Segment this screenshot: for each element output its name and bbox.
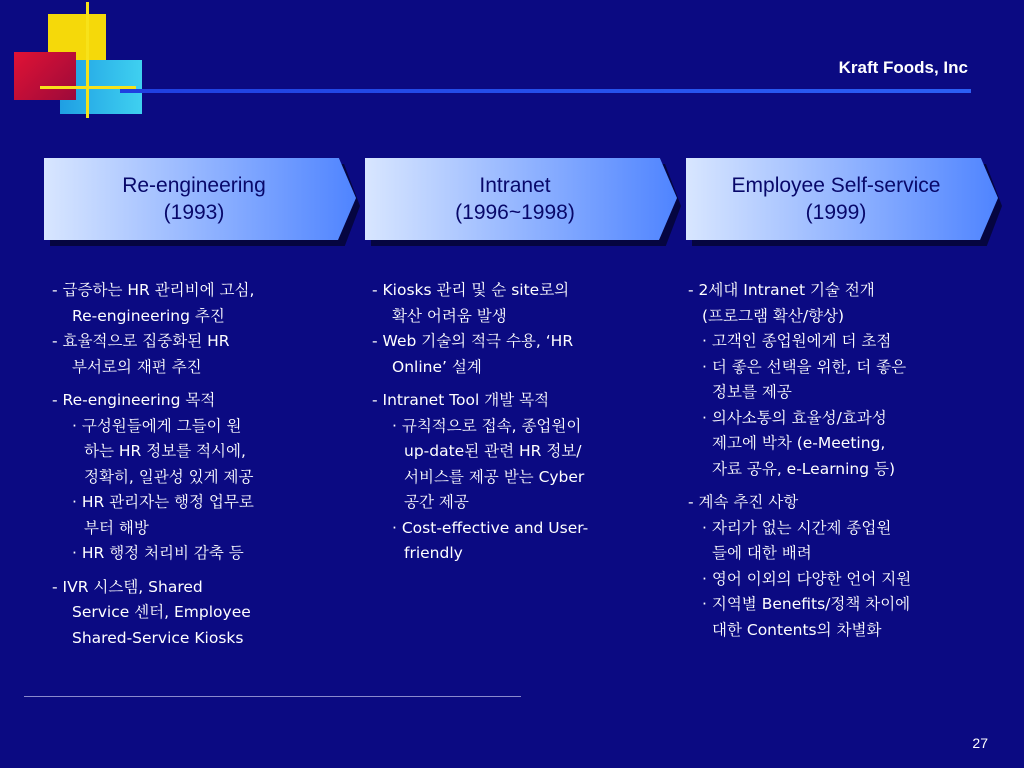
stage-period: (1999) [805,201,867,224]
bullet-line: 대한 Contents의 차별화 [712,620,882,639]
column-intranet [372,278,588,567]
bullet-line: · Cost-effective and User- [392,518,589,537]
bullet-line: 제고에 박차 (e-Meeting, [712,434,886,452]
stage-period: (1996~1998) [455,201,575,224]
bullet-line: - IVR 시스템, Shared [52,577,203,596]
bullet-line: 하는 HR 정보를 적시에, [84,442,246,460]
bullet-line: 부터 해방 [84,518,149,537]
logo-vertical-line [86,2,89,118]
bullet-line: 부서로의 재편 추진 [72,357,202,376]
bullet-line: 들에 대한 배려 [712,544,812,562]
bullet-line: · 더 좋은 선택을 위한, 더 좋은 [702,357,907,376]
logo-graphic [0,0,150,130]
stage-arrow-intranet [365,158,683,246]
stage-title: Re-engineering [122,174,266,197]
header-rule [120,89,971,93]
bullet-line: · 고객인 종업원에게 더 초점 [702,332,892,350]
bullet-line: Online’ 설계 [392,357,482,376]
bullet-line: - 급증하는 HR 관리비에 고심, [52,281,255,299]
bullet-line: - Re-engineering 목적 [52,391,216,409]
stage-title: Employee Self-service [731,174,941,197]
bullet-line: · HR 관리자는 행정 업무로 [72,493,254,511]
stage-period: (1993) [163,201,225,224]
page-number: 27 [972,735,988,751]
bullet-line: · HR 행정 처리비 감축 등 [72,544,244,562]
bullet-line: - Intranet Tool 개발 목적 [372,391,550,409]
bullet-line: - 효율적으로 집중화된 HR [52,332,230,350]
bullet-line: Shared-Service Kiosks [72,628,244,647]
bullet-line: · 자리가 없는 시간제 종업원 [702,518,892,537]
logo-red-square [14,52,76,100]
bullet-line: Re-engineering 추진 [72,306,225,325]
bullet-line: 정확히, 일관성 있게 제공 [84,467,254,486]
bullet-line: · 영어 이외의 다양한 언어 지원 [702,569,912,588]
bullet-line: up-date된 관련 HR 정보/ [404,442,582,460]
bullet-line: friendly [404,544,463,562]
bullet-line: · 지역별 Benefits/정책 차이에 [702,595,911,613]
bullet-line: 확산 어려움 발생 [392,306,507,325]
bullet-line: Service 센터, Employee [72,603,251,621]
bullet-line: 정보를 제공 [712,383,792,401]
bullet-line: · 구성원들에게 그들이 원 [72,416,242,435]
company-name: Kraft Foods, Inc [838,58,968,77]
bullet-line: - 계속 추진 사항 [688,493,799,511]
bullet-line: - Web 기술의 적극 수용, ‘HR [372,332,574,350]
bullet-line: - Kiosks 관리 및 순 site로의 [372,281,570,299]
footer-rule [24,696,521,697]
bullet-line: - 2세대 Intranet 기술 전개 [688,281,875,299]
stage-title: Intranet [479,174,551,197]
bullet-line: 서비스를 제공 받는 Cyber [404,467,585,486]
column-reengineering [52,278,254,651]
bullet-line: 공간 제공 [404,493,469,511]
column-employee-self-service [688,278,911,643]
bullet-line: 자료 공유, e-Learning 등) [712,459,896,478]
stage-arrow-employee-self-service [686,158,1004,246]
bullet-line: (프로그램 확산/향상) [702,306,845,325]
bullet-line: · 규칙적으로 접속, 종업원이 [392,416,582,435]
stage-arrow-reengineering [44,158,362,246]
bullet-line: · 의사소통의 효율성/효과성 [702,408,887,427]
